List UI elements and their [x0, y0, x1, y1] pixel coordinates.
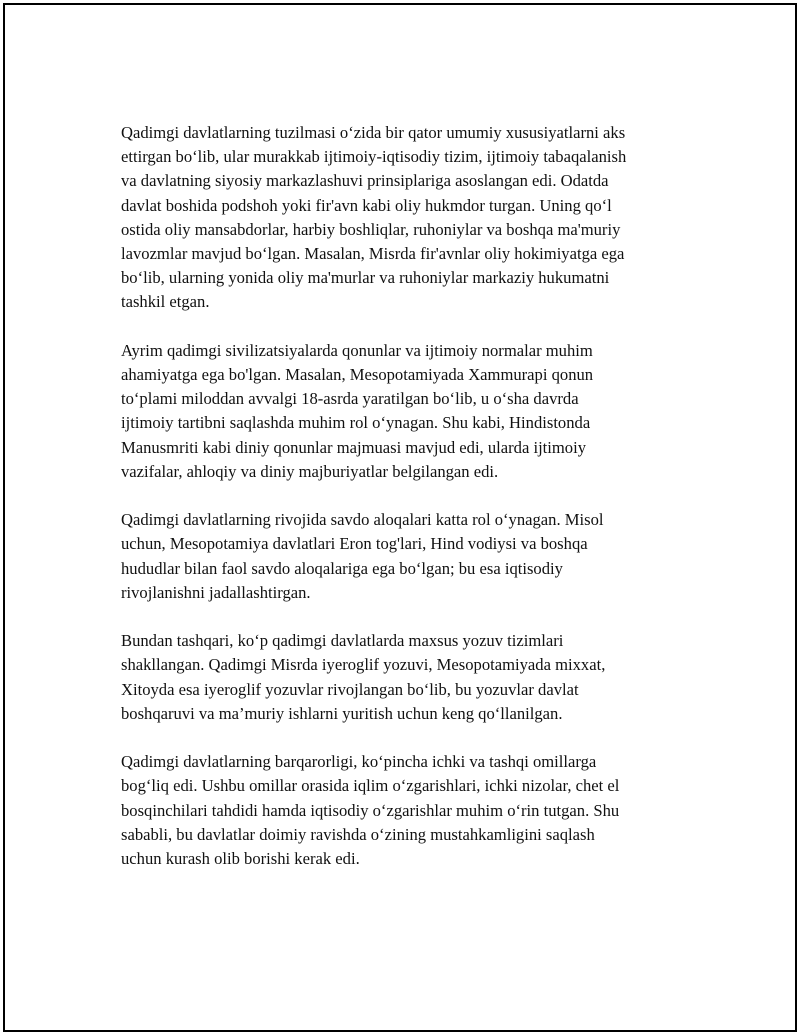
text-line: uchun kurash olib borishi kerak edi. [121, 849, 360, 869]
paragraph-4 [121, 629, 687, 726]
page-frame [3, 3, 797, 1032]
text-line: lavozmlar mavjud bo‘lgan. Masalan, Misrda fir'avnlar oliy hokimiyatga ega [121, 244, 625, 264]
text-line: davlat boshida podshoh yoki fir'avn kabi oliy hukmdor turgan. Uning qo‘l [121, 195, 612, 215]
paragraph-5 [121, 750, 687, 871]
text-line: va davlatning siyosiy markazlashuvi prinsiplariga asoslangan edi. Odatda [121, 171, 609, 191]
text-line: Qadimgi davlatlarning tuzilmasi o‘zida bir qator umumiy xususiyatlarni aks [121, 123, 626, 142]
text-line: sababli, bu davlatlar doimiy ravishda o‘zining mustahkamligini saqlash [121, 824, 595, 844]
text-line: Xitoyda esa iyeroglif yozuvlar rivojlangan bo‘lib, bu yozuvlar davlat [121, 679, 579, 699]
text-line: rivojlanishni jadallashtirgan. [121, 582, 311, 602]
text-line: uchun, Mesopotamiya davlatlari Eron tog'lari, Hind vodiysi va boshqa [121, 534, 588, 554]
text-line: Bundan tashqari, ko‘p qadimgi davlatlarda maxsus yozuv tizimlari [121, 631, 564, 651]
text-line: bosqinchilari tahdidi hamda iqtisodiy o‘zgarishlar muhim o‘rin tutgan. Shu [121, 800, 620, 820]
text-line: shakllangan. Qadimgi Misrda iyeroglif yozuvi, Mesopotamiyada mixxat, [121, 655, 606, 675]
text-line: boshqaruvi va ma’muriy ishlarni yuritish uchun keng qo‘llanilgan. [121, 703, 563, 723]
text-line: to‘plami miloddan avvalgi 18-asrda yaratilgan bo‘lib, u o‘sha davrda [121, 389, 579, 409]
text-line: ostida oliy mansabdorlar, harbiy boshliqlar, ruhoniylar va boshqa ma'muriy [121, 219, 621, 239]
text-line: ahamiyatga ega bo'lgan. Masalan, Mesopotamiyada Xammurapi qonun [121, 365, 594, 385]
text-line: vazifalar, ahloqiy va diniy majburiyatlar belgilangan edi. [121, 461, 499, 481]
text-line: ettirgan bo‘lib, ular murakkab ijtimoiy-iqtisodiy tizim, ijtimoiy tabaqalanish [121, 147, 627, 167]
document-body [121, 121, 687, 871]
text-line: tashkil etgan. [121, 292, 210, 312]
text-line: hududlar bilan faol savdo aloqalariga ega bo‘lgan; bu esa iqtisodiy [121, 558, 563, 578]
paragraph-3 [121, 508, 687, 605]
text-line: Qadimgi davlatlarning barqarorligi, ko‘pincha ichki va tashqi omillarga [121, 752, 597, 772]
text-line: Manusmriti kabi diniy qonunlar majmuasi mavjud edi, ularda ijtimoiy [121, 437, 587, 457]
paragraph-1 [121, 121, 687, 315]
text-line: Ayrim qadimgi sivilizatsiyalarda qonunlar va ijtimoiy normalar muhim [121, 340, 593, 360]
text-line: Qadimgi davlatlarning rivojida savdo aloqalari katta rol o‘ynagan. Misol [121, 510, 604, 530]
text-line: bo‘lib, ularning yonida oliy ma'murlar va ruhoniylar markaziy hukumatni [121, 268, 610, 288]
text-line: bog‘liq edi. Ushbu omillar orasida iqlim o‘zgarishlari, ichki nizolar, chet el [121, 776, 620, 796]
paragraph-2 [121, 339, 687, 484]
text-line: ijtimoiy tartibni saqlashda muhim rol o‘ynagan. Shu kabi, Hindistonda [121, 413, 591, 433]
